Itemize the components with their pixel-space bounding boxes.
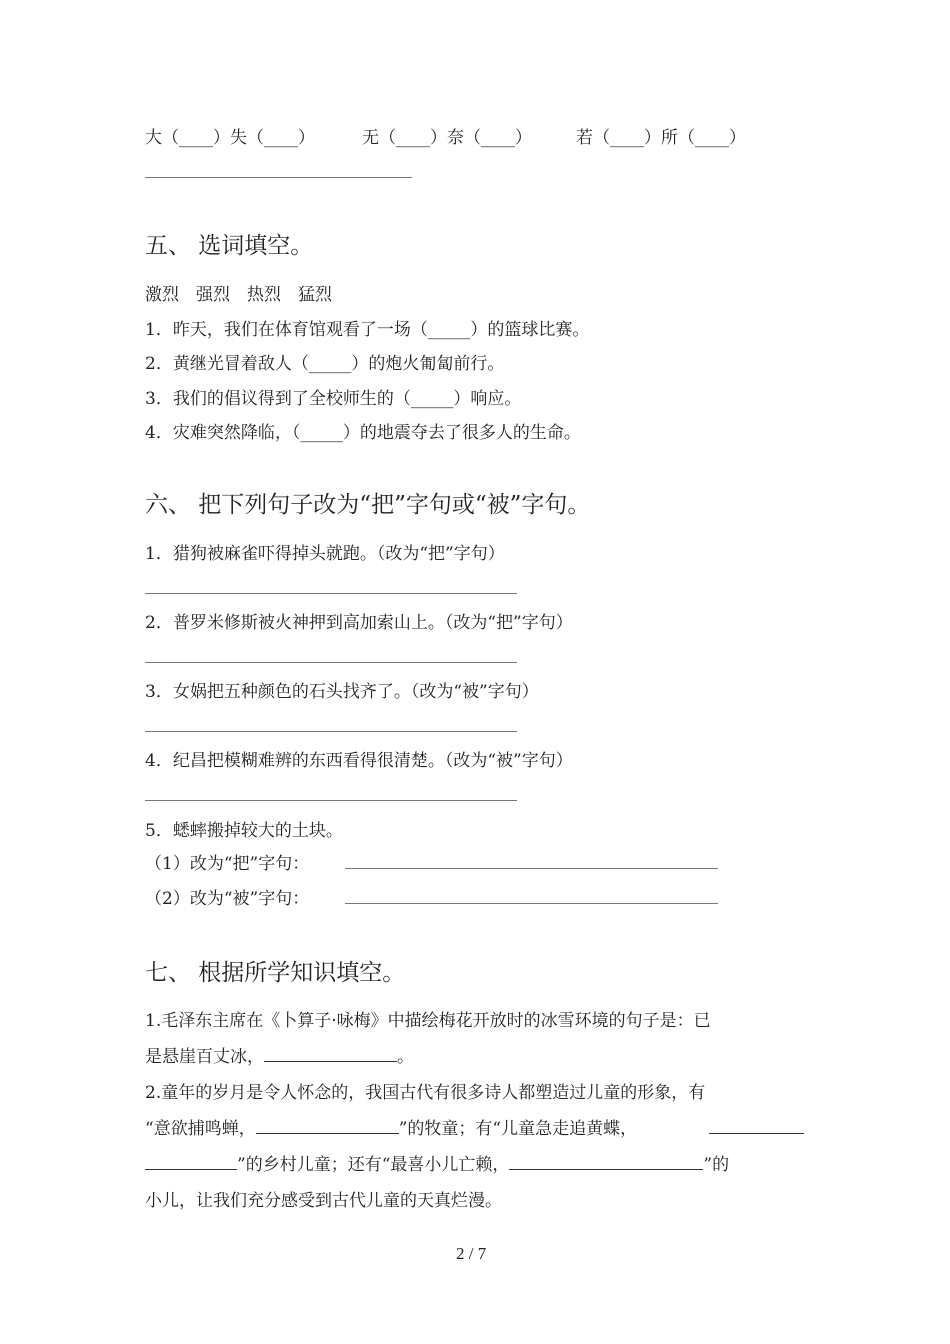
word-options: 激烈 强烈 热烈 猛烈 (145, 285, 332, 305)
page-number: 2 / 7 (456, 1244, 487, 1263)
answer-line (145, 731, 517, 732)
text-segment: ”的牧童；有“儿童急走追黄蝶， (398, 1119, 638, 1139)
question-6-2: 2．普罗米修斯被火神押到高加索山上。（改为“把”字句） (145, 613, 573, 633)
text-segment: ”的乡村儿童；还有“最喜小儿亡赖， (237, 1155, 510, 1175)
fill-blank (264, 1061, 397, 1062)
text-segment: “意欲捕鸣蝉， (145, 1119, 256, 1139)
text-segment: ”的 (703, 1155, 730, 1175)
answer-line (345, 903, 718, 904)
question-7-2-line-1: 2.童年的岁月是令人怀念的，我国古代有很多诗人都塑造过儿童的形象，有 (145, 1083, 706, 1103)
question-7-2-line-4: 小儿，让我们充分感受到古代儿童的天真烂漫。 (145, 1191, 502, 1211)
section-5-title: 五、 选词填空。 (145, 233, 314, 259)
idiom-group-3: 若（____）所（____） (576, 128, 746, 148)
answer-line (145, 593, 517, 594)
fill-blank (145, 1169, 237, 1170)
question-6-5-1: （1）改为“把”字句： (145, 854, 310, 874)
text-segment: 。 (397, 1047, 414, 1067)
question-6-5-2: （2）改为“被”字句： (145, 889, 310, 909)
question-6-1: 1．猎狗被麻雀吓得掉头就跑。（改为“把”字句） (145, 544, 505, 564)
question-7-2-line-3 (145, 1150, 729, 1175)
question-6-3: 3．女娲把五种颜色的石头找齐了。（改为“被”字句） (145, 682, 539, 702)
answer-line (345, 868, 718, 869)
question-7-1-line-1: 1.毛泽东主席在《卜算子·咏梅》中描绘梅花开放时的冰雪环境的句子是：已 (145, 1011, 711, 1031)
fill-blank (709, 1133, 804, 1134)
section-6-title: 六、 把下列句子改为“把”字句或“被”字句。 (145, 492, 591, 518)
question-5-2: 2．黄继光冒着敌人（_____）的炮火匍匐前行。 (145, 354, 505, 374)
question-5-4: 4．灾难突然降临，（_____）的地震夺去了很多人的生命。 (145, 423, 581, 443)
question-6-5: 5．蟋蟀搬掉较大的土块。 (145, 821, 343, 841)
fill-blank (256, 1133, 399, 1134)
question-7-2-line-2 (145, 1114, 637, 1139)
answer-line (145, 800, 517, 801)
question-7-1-line-2 (145, 1042, 414, 1067)
section-7-title: 七、 根据所学知识填空。 (145, 960, 406, 986)
question-5-3: 3．我们的倡议得到了全校师生的（_____）响应。 (145, 389, 522, 409)
question-5-1: 1．昨天，我们在体育馆观看了一场（_____）的篮球比赛。 (145, 320, 590, 340)
fill-blank (509, 1169, 703, 1170)
text-segment: 是悬崖百丈冰， (145, 1047, 264, 1067)
answer-line (145, 177, 412, 178)
idiom-group-2: 无（____）奈（____） (362, 128, 532, 148)
question-6-4: 4．纪昌把模糊难辨的东西看得很清楚。（改为“被”字句） (145, 751, 573, 771)
idiom-group-1: 大（____）失（____） (145, 128, 315, 148)
answer-line (145, 662, 517, 663)
